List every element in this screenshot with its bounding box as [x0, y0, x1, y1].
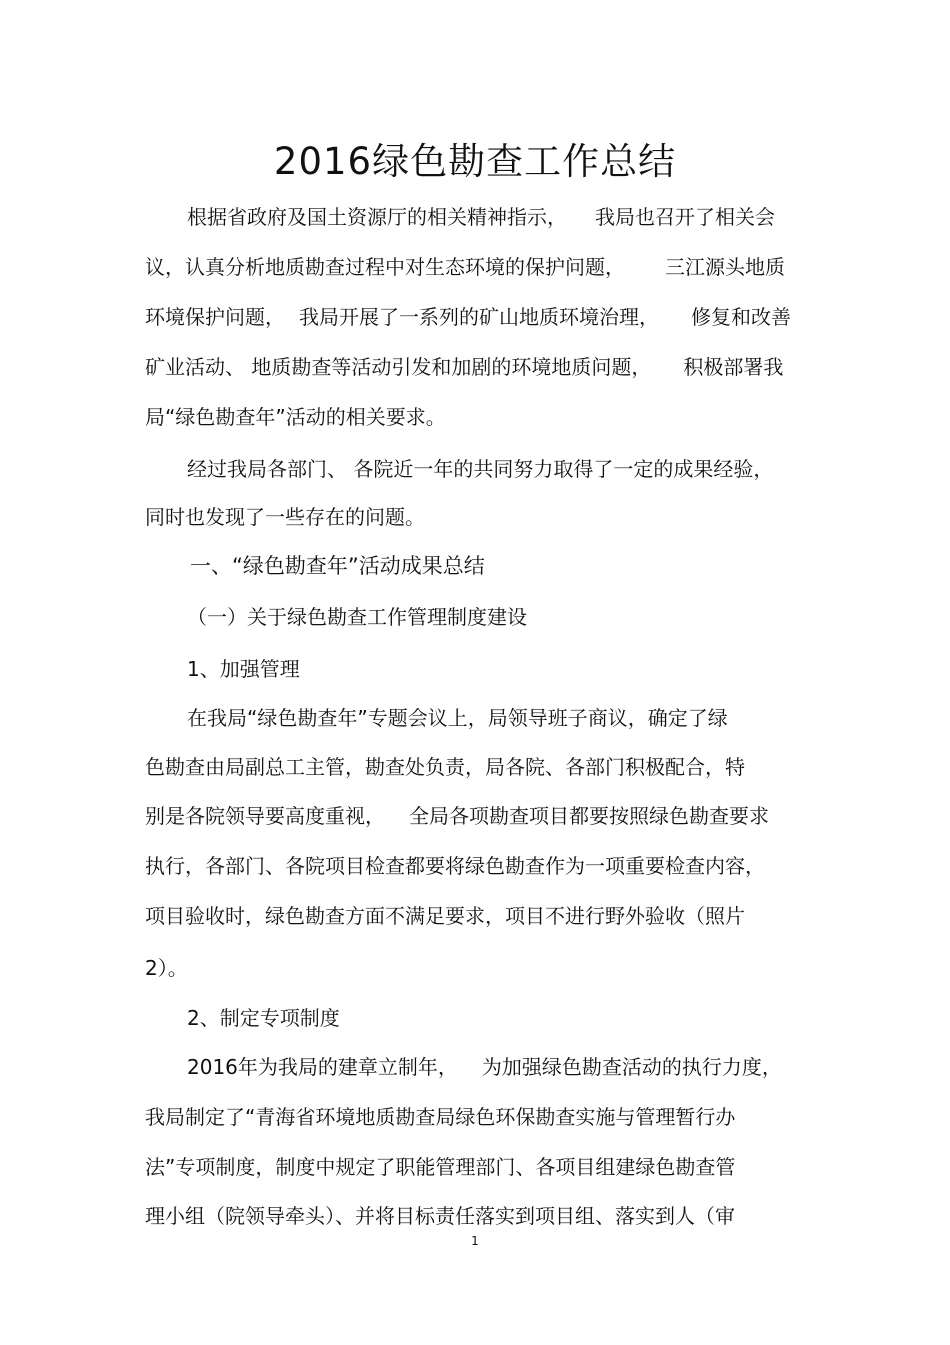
paragraph-line	[187, 202, 775, 232]
paragraph-line	[145, 302, 791, 332]
subsection-heading: （一）关于绿色勘查工作管理制度建设	[187, 605, 527, 629]
document-title: 2016绿色勘查工作总结	[273, 140, 677, 183]
paragraph-line	[145, 352, 783, 382]
text-segment: 我局也召开了相关会	[595, 205, 775, 229]
paragraph-line: 经过我局各部门、 各院近一年的共同努力取得了一定的成果经验，	[187, 457, 774, 481]
section-heading: 一、“绿色勘查年”活动成果总结	[190, 554, 485, 578]
text-segment: 三江源头地质	[665, 255, 785, 279]
paragraph-line	[187, 1052, 782, 1082]
page-number: 1	[471, 1234, 479, 1248]
paragraph-line: 同时也发现了一些存在的问题。	[145, 505, 425, 529]
item-heading: 2、制定专项制度	[187, 1006, 340, 1030]
paragraph-line: 项目验收时，绿色勘查方面不满足要求，项目不进行野外验收（照片	[145, 904, 745, 928]
paragraph-line: 色勘查由局副总工主管，勘查处负责，局各院、各部门积极配合，特	[145, 755, 745, 779]
text-segment: 议，认真分析地质勘查过程中对生态环境的保护问题，	[145, 255, 625, 279]
text-segment: 别是各院领导要高度重视，	[145, 804, 385, 828]
text-segment: 积极部署我	[683, 355, 784, 379]
paragraph-line: 理小组（院领导牵头）、并将目标责任落实到项目组、落实到人（审	[145, 1204, 735, 1228]
paragraph-line: 执行，各部门、各院项目检查都要将绿色勘查作为一项重要检查内容，	[145, 854, 765, 878]
paragraph-line	[145, 801, 769, 831]
text-segment: 环境保护问题，	[145, 305, 285, 329]
text-segment: 2016年为我局的建章立制年，	[187, 1055, 458, 1079]
text-segment: 我局开展了一系列的矿山地质环境治理，	[299, 305, 659, 329]
text-segment: 为加强绿色勘查活动的执行力度，	[481, 1055, 782, 1079]
paragraph-line: 2）。	[145, 956, 188, 980]
paragraph-line: 我局制定了“青海省环境地质勘查局绿色环保勘查实施与管理暂行办	[145, 1105, 736, 1129]
text-segment: 根据省政府及国土资源厅的相关精神指示，	[187, 205, 567, 229]
paragraph-line: 局“绿色勘查年”活动的相关要求。	[145, 405, 446, 429]
text-segment: 修复和改善	[691, 305, 791, 329]
paragraph-line: 法”专项制度，制度中规定了职能管理部门、各项目组建绿色勘查管	[145, 1155, 736, 1179]
paragraph-line	[145, 252, 785, 282]
text-segment: 矿业活动、 地质勘查等活动引发和加剧的环境地质问题，	[145, 355, 652, 379]
item-heading: 1、加强管理	[187, 657, 300, 681]
paragraph-line: 在我局“绿色勘查年”专题会议上，局领导班子商议，确定了绿	[187, 706, 728, 730]
text-segment: 全局各项勘查项目都要按照绿色勘查要求	[409, 804, 769, 828]
